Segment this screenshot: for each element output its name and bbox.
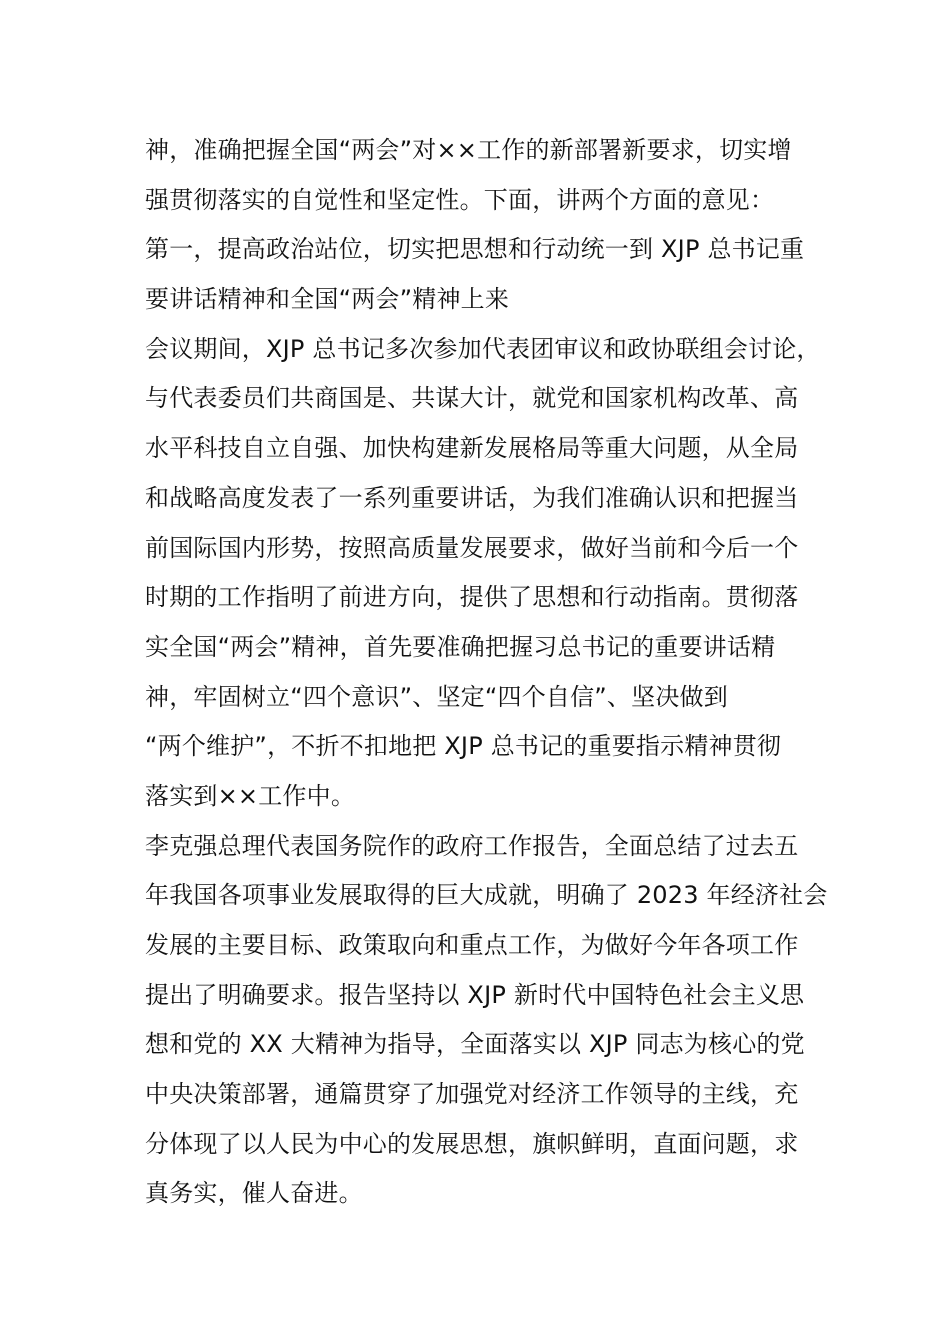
text-line: 与代表委员们共商国是、共谋大计，就党和国家机构改革、高 [145,384,799,413]
text-line: 神，牢固树立“四个意识”、坚定“四个自信”、坚决做到 [145,682,728,711]
text-line: 想和党的 XX 大精神为指导，全面落实以 XJP 同志为核心的党 [145,1030,805,1059]
section-heading-line: 第一，提高政治站位，切实把思想和行动统一到 XJP 总书记重 [145,235,805,264]
text-line: 年我国各项事业发展取得的巨大成就，明确了 2023 年经济社会 [145,881,828,910]
text-line: 和战略高度发表了一系列重要讲话，为我们准确认识和把握当 [145,483,799,512]
text-line: 发展的主要目标、政策取向和重点工作，为做好今年各项工作 [145,931,799,959]
text-line: 时期的工作指明了前进方向，提供了思想和行动指南。贯彻落 [145,583,799,612]
text-line: 强贯彻落实的自觉性和坚定性。下面，讲两个方面的意见： [145,185,775,214]
document-body [145,126,828,1219]
text-line: 分体现了以人民为中心的发展思想，旗帜鲜明，直面问题，求 [145,1129,799,1158]
text-line: 落实到××工作中。 [145,781,356,810]
text-line: 前国际国内形势，按照高质量发展要求，做好当前和今后一个 [145,533,799,562]
text-line: “两个维护”，不折不扣地把 XJP 总书记的重要指示精神贯彻 [145,732,782,761]
text-line: 神，准确把握全国“两会”对××工作的新部署新要求，切实增 [145,136,792,164]
section-heading-line: 要讲话精神和全国“两会”精神上来 [145,285,510,314]
text-line: 真务实，催人奋进。 [145,1179,363,1208]
text-line: 李克强总理代表国务院作的政府工作报告，全面总结了过去五 [145,831,799,860]
text-line: 中央决策部署，通篇贯穿了加强党对经济工作领导的主线，充 [145,1080,799,1109]
text-line: 实全国“两会”精神，首先要准确把握习总书记的重要讲话精 [145,632,776,661]
text-line: 水平科技自立自强、加快构建新发展格局等重大问题，从全局 [145,434,799,463]
text-line: 会议期间，XJP 总书记多次参加代表团审议和政协联组会讨论， [145,334,821,363]
text-line: 提出了明确要求。报告坚持以 XJP 新时代中国特色社会主义思 [145,980,805,1009]
